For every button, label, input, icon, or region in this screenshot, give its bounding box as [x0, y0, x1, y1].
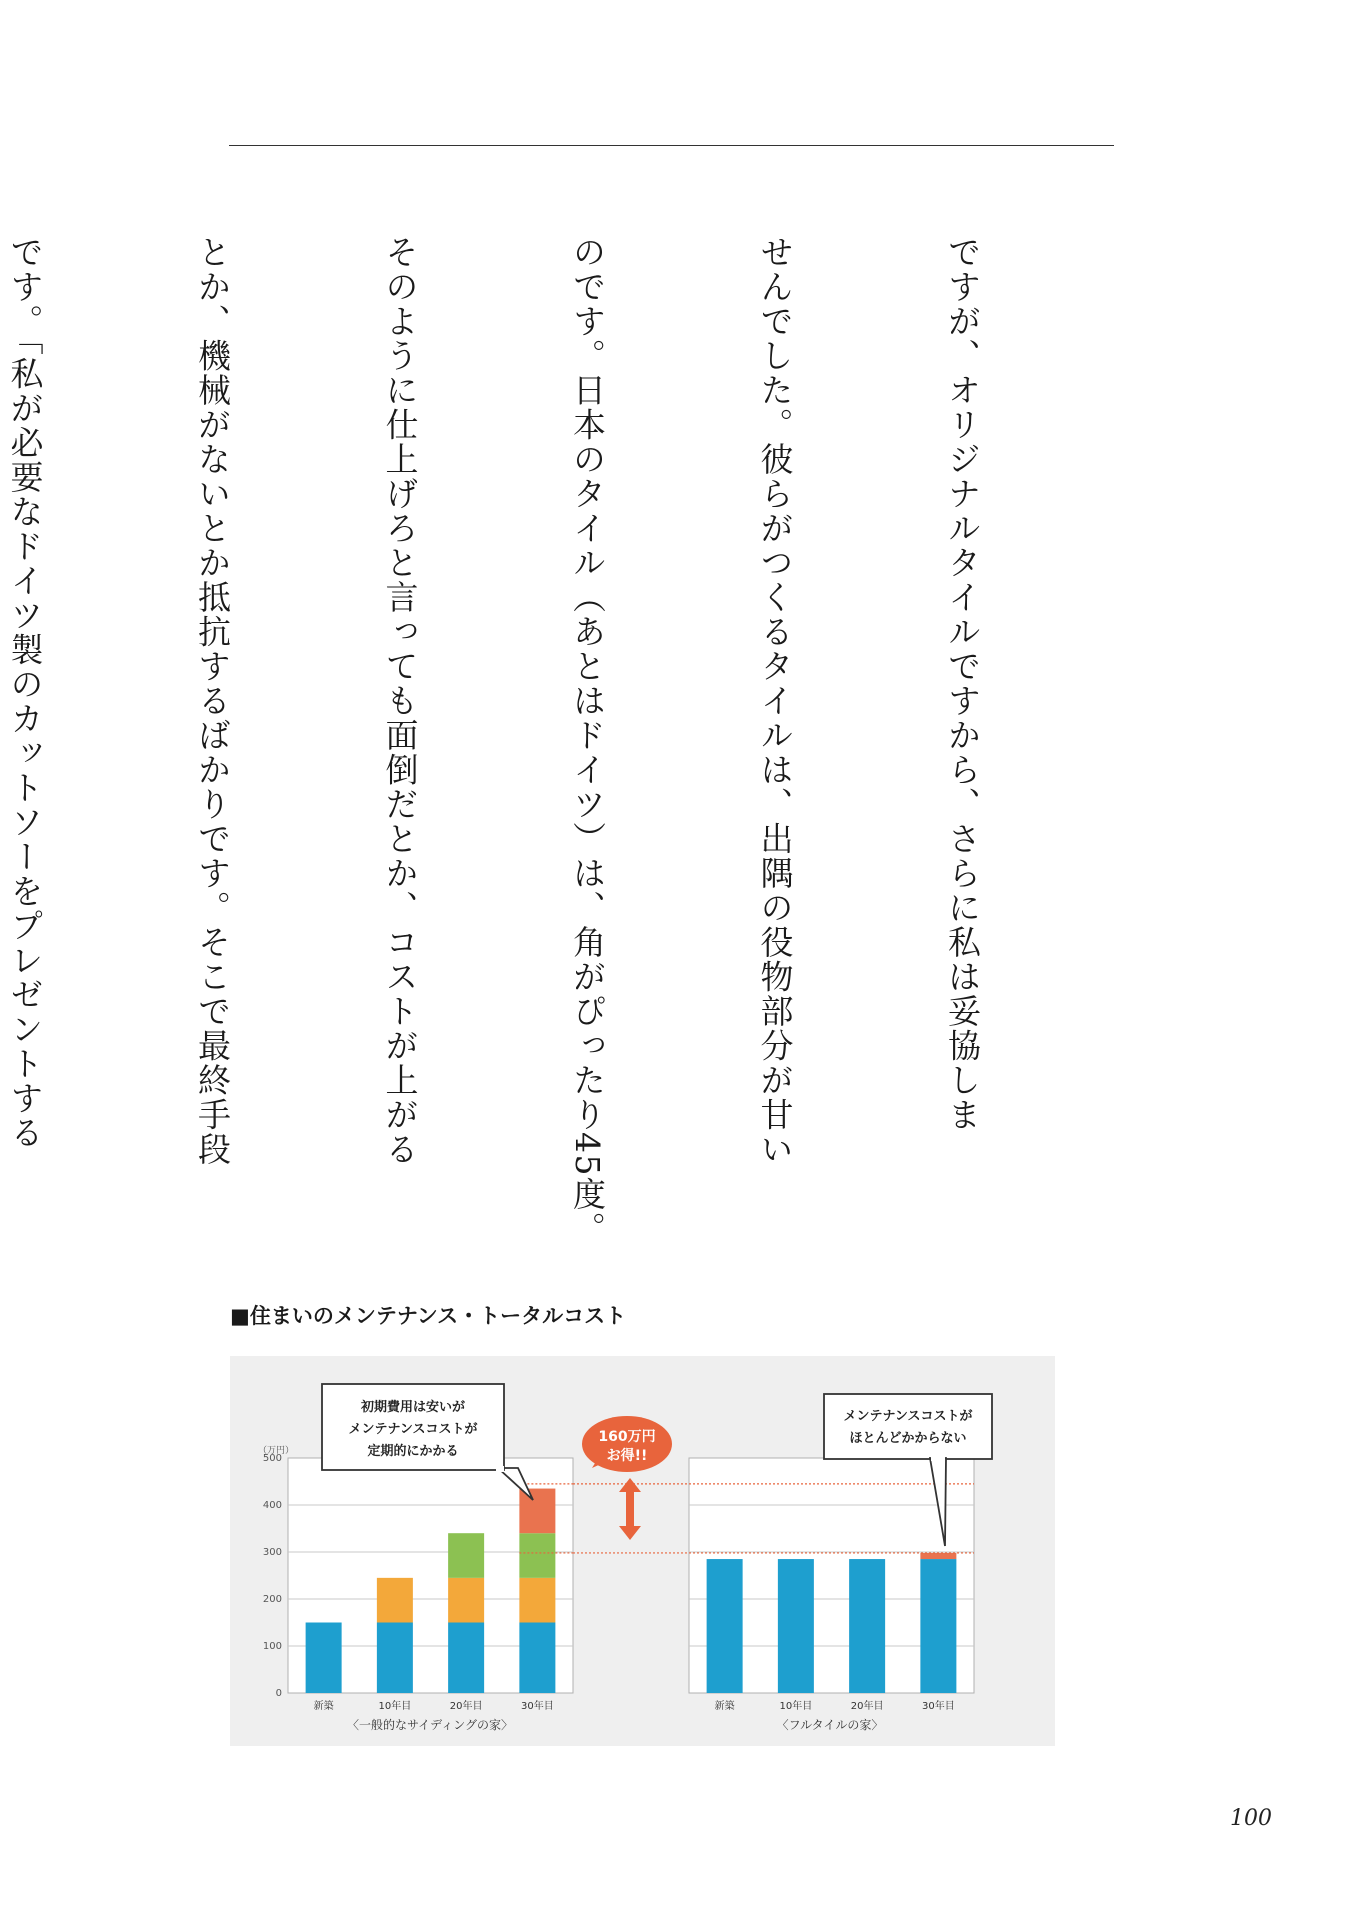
left-callout-line: 初期費用は安いが	[360, 1400, 466, 1415]
right-chart-title: 〈フルタイルの家〉	[776, 1718, 884, 1732]
x-tick-label: 10年目	[378, 1701, 412, 1712]
x-tick-label: 20年目	[449, 1701, 483, 1712]
right-callout-line: メンテナンスコストが	[843, 1409, 973, 1424]
body-text	[5, 235, 1118, 1246]
bar-segment	[377, 1623, 413, 1694]
x-tick-label: 20年目	[850, 1701, 884, 1712]
right-callout-line: ほとんどかからない	[849, 1431, 967, 1446]
bar-segment	[448, 1623, 484, 1694]
x-tick-label: 新築	[313, 1701, 334, 1712]
x-tick-label: 30年目	[521, 1701, 554, 1712]
bar-segment	[920, 1559, 956, 1693]
bar-segment	[519, 1578, 555, 1623]
bar-segment	[519, 1623, 555, 1694]
y-unit-label: （万円）	[258, 1446, 295, 1456]
body-line: とか、機械がないとか抵抗するばかりです。そこで最終手段	[193, 235, 232, 1167]
x-tick-label: 10年目	[779, 1701, 813, 1712]
cost-chart	[230, 1356, 1055, 1746]
savings-label-line: お得!!	[606, 1448, 648, 1464]
body-line: ですが、オリジナルタイルですから、さらに私は妥協しま	[943, 235, 982, 1132]
y-tick-label: 300	[262, 1547, 282, 1558]
header-rule	[229, 145, 1114, 146]
savings-label-line: 160万円	[598, 1429, 656, 1445]
bar-segment	[707, 1559, 743, 1693]
bar-segment	[778, 1559, 814, 1693]
body-line: のです。日本のタイル（あとはドイツ）は、角がぴったり45度。	[568, 235, 607, 1246]
page-number: 100	[1230, 1806, 1272, 1831]
left-chart-title: 〈一般的なサイディングの家〉	[347, 1718, 513, 1732]
bar-segment	[519, 1489, 555, 1534]
savings-callout	[582, 1416, 672, 1472]
y-tick-label: 400	[262, 1500, 282, 1511]
bar-segment	[920, 1553, 956, 1559]
bar-segment	[519, 1533, 555, 1578]
bar-segment	[448, 1578, 484, 1623]
difference-arrow-icon	[619, 1478, 641, 1540]
chart-panel	[230, 1356, 1055, 1746]
chart-section-title: ■住まいのメンテナンス・トータルコスト	[230, 1304, 627, 1328]
body-line: せんでした。彼らがつくるタイルは、出隅の役物部分が甘い	[755, 235, 795, 1167]
bar-segment	[849, 1559, 885, 1693]
left-callout-line: 定期的にかかる	[367, 1444, 459, 1459]
body-line: です。「私が必要なドイツ製のカットソーをプレゼントする	[5, 235, 45, 1150]
bar-segment	[306, 1623, 342, 1694]
y-tick-label: 200	[262, 1594, 282, 1605]
left-callout-line: メンテナンスコストが	[348, 1422, 478, 1437]
x-tick-label: 30年目	[922, 1701, 955, 1712]
bar-segment	[448, 1533, 484, 1578]
y-tick-label: 0	[275, 1688, 282, 1699]
y-tick-label: 100	[262, 1641, 282, 1652]
y-tick-label: 500	[262, 1453, 282, 1464]
x-tick-label: 新築	[714, 1701, 735, 1712]
bar-segment	[377, 1578, 413, 1623]
body-line: そのように仕上げろと言っても面倒だとか、コストが上がる	[380, 235, 420, 1167]
